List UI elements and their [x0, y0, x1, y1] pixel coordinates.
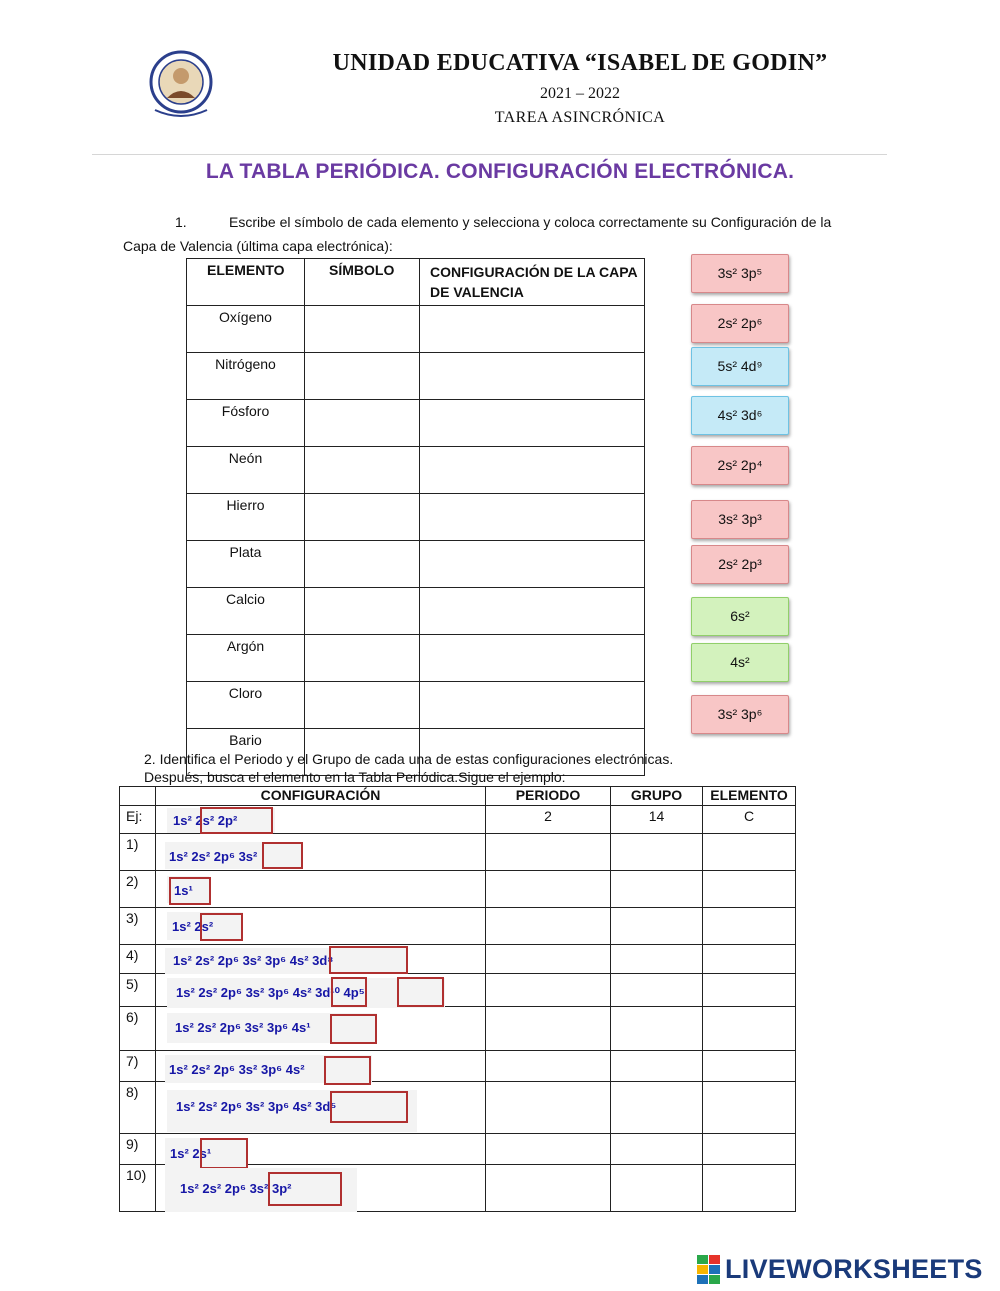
option-chip[interactable]: 2s² 2p⁴ — [691, 446, 789, 485]
element-name: Nitrógeno — [187, 353, 305, 400]
option-chip[interactable]: 5s² 4d⁹ — [691, 347, 789, 386]
grupo-input[interactable] — [611, 1082, 703, 1134]
periodo-input[interactable] — [486, 1007, 611, 1051]
symbol-input[interactable] — [305, 588, 420, 635]
row-number: 3) — [120, 908, 156, 945]
page-title: LA TABLA PERIÓDICA. CONFIGURACIÓN ELECTRÓNICA. — [205, 160, 795, 183]
elemento-input[interactable] — [703, 1007, 796, 1051]
elemento-input[interactable] — [703, 1051, 796, 1082]
config-text: 1s² 2s² 2p² — [173, 813, 238, 828]
row-number: Ej: — [120, 806, 156, 834]
header-elemento: ELEMENTO — [187, 259, 305, 306]
header-configuracion: CONFIGURACIÓN DE LA CAPA DE VALENCIA — [420, 259, 645, 306]
highlight-box — [262, 842, 303, 869]
element-name: Oxígeno — [187, 306, 305, 353]
header-grupo: GRUPO — [611, 787, 703, 806]
grupo-input[interactable] — [611, 1134, 703, 1165]
option-chip[interactable]: 2s² 2p⁶ — [691, 304, 789, 343]
question-1-number: 1. — [175, 214, 187, 230]
elemento-input[interactable] — [703, 834, 796, 871]
config-text: 1s² 2s² 2p⁶ 3s² 3p⁶ 4s¹ — [175, 1020, 311, 1035]
symbol-input[interactable] — [305, 682, 420, 729]
config-drop-zone[interactable] — [420, 494, 645, 541]
grupo-input[interactable] — [611, 974, 703, 1007]
school-logo — [145, 48, 217, 120]
option-chip[interactable]: 3s² 3p⁶ — [691, 695, 789, 734]
grupo-input[interactable] — [611, 1051, 703, 1082]
config-drop-zone[interactable] — [420, 353, 645, 400]
header-configuracion: CONFIGURACIÓN — [156, 787, 486, 806]
header-periodo: PERIODO — [486, 787, 611, 806]
school-name: UNIDAD EDUCATIVA “ISABEL DE GODIN” — [332, 50, 828, 76]
elemento-input[interactable] — [703, 1082, 796, 1134]
elemento-input[interactable] — [703, 1165, 796, 1212]
question-2-text-cont: Después, busca el elemento en la Tabla Periódica.Sigue el ejemplo: — [144, 769, 566, 785]
highlight-box — [329, 946, 408, 974]
option-chip[interactable]: 2s² 2p³ — [691, 545, 789, 584]
header-simbolo: SÍMBOLO — [305, 259, 420, 306]
header-elemento: ELEMENTO — [703, 787, 796, 806]
liveworksheets-brand: LIVEWORKSHEETS — [725, 1254, 983, 1284]
symbol-input[interactable] — [305, 306, 420, 353]
periodo-input[interactable] — [486, 1134, 611, 1165]
periodo-input[interactable] — [486, 945, 611, 974]
periodo-input[interactable] — [486, 908, 611, 945]
grupo-input[interactable] — [611, 1007, 703, 1051]
config-text: 1s² 2s² — [172, 919, 214, 934]
row-number: 4) — [120, 945, 156, 974]
symbol-input[interactable] — [305, 447, 420, 494]
divider — [92, 154, 887, 155]
element-name: Neón — [187, 447, 305, 494]
config-text: 1s² 2s² 2p⁶ 3s² 3p⁶ 4s² — [169, 1062, 305, 1077]
config-drop-zone[interactable] — [420, 447, 645, 494]
element-name: Plata — [187, 541, 305, 588]
question-1-text-cont: Capa de Valencia (última capa electrónica): — [123, 238, 393, 254]
row-number: 10) — [120, 1165, 156, 1212]
grupo-value: 14 — [611, 806, 703, 834]
row-number: 1) — [120, 834, 156, 871]
config-drop-zone[interactable] — [420, 635, 645, 682]
config-text: 1s² 2s² 2p⁶ 3s² 3p² — [180, 1181, 292, 1196]
symbol-input[interactable] — [305, 635, 420, 682]
task-type: TAREA ASINCRÓNICA — [494, 109, 666, 126]
elemento-input[interactable] — [703, 1134, 796, 1165]
row-number: 5) — [120, 974, 156, 1007]
periodo-input[interactable] — [486, 834, 611, 871]
row-number: 6) — [120, 1007, 156, 1051]
config-text: 1s² 2s¹ — [170, 1146, 212, 1161]
elemento-input[interactable] — [703, 945, 796, 974]
row-number: 8) — [120, 1082, 156, 1134]
periodo-input[interactable] — [486, 1051, 611, 1082]
elemento-input[interactable] — [703, 908, 796, 945]
highlight-box — [330, 1091, 408, 1123]
elemento-input[interactable] — [703, 974, 796, 1007]
highlight-box — [200, 807, 273, 834]
grupo-input[interactable] — [611, 1165, 703, 1212]
config-drop-zone[interactable] — [420, 400, 645, 447]
school-year: 2021 – 2022 — [540, 85, 620, 102]
highlight-box — [200, 1138, 248, 1169]
symbol-input[interactable] — [305, 541, 420, 588]
config-text: 1s¹ — [174, 883, 193, 898]
option-chip[interactable]: 4s² — [691, 643, 789, 682]
highlight-box — [200, 913, 243, 941]
elemento-input[interactable] — [703, 871, 796, 908]
highlight-box — [268, 1172, 342, 1206]
config-drop-zone[interactable] — [420, 541, 645, 588]
element-name: Hierro — [187, 494, 305, 541]
elemento-value: C — [703, 806, 796, 834]
row-number: 2) — [120, 871, 156, 908]
grupo-input[interactable] — [611, 945, 703, 974]
config-drop-zone[interactable] — [420, 682, 645, 729]
row-number: 7) — [120, 1051, 156, 1082]
element-name: Argón — [187, 635, 305, 682]
question-1-text: Escribe el símbolo de cada elemento y selecciona y coloca correctamente su Configuración de la — [229, 214, 832, 230]
periodo-input[interactable] — [486, 974, 611, 1007]
periodo-input[interactable] — [486, 1082, 611, 1134]
option-chip[interactable]: 4s² 3d⁶ — [691, 396, 789, 435]
option-chip[interactable]: 3s² 3p⁵ — [691, 254, 789, 293]
periodo-input[interactable] — [486, 1165, 611, 1212]
highlight-box — [397, 977, 444, 1007]
option-chip[interactable]: 3s² 3p³ — [691, 500, 789, 539]
config-text: 1s² 2s² 2p⁶ 3s² 3p⁶ 4s² 3d¹⁰ 4p⁵ — [176, 985, 365, 1000]
grupo-input[interactable] — [611, 871, 703, 908]
config-text: 1s² 2s² 2p⁶ 3s² — [169, 849, 258, 864]
periodo-input[interactable] — [486, 871, 611, 908]
config-drop-zone[interactable] — [420, 306, 645, 353]
element-name: Bario — [187, 729, 305, 776]
question-2-text: 2. Identifica el Periodo y el Grupo de cada una de estas configuraciones electrónicas. — [144, 751, 674, 767]
periodo-value: 2 — [486, 806, 611, 834]
option-chip[interactable]: 6s² — [691, 597, 789, 636]
symbol-input[interactable] — [305, 494, 420, 541]
element-name: Fósforo — [187, 400, 305, 447]
liveworksheets-logo-icon — [697, 1255, 721, 1285]
highlight-box — [169, 877, 211, 905]
element-name: Calcio — [187, 588, 305, 635]
element-name: Cloro — [187, 682, 305, 729]
grupo-input[interactable] — [611, 908, 703, 945]
config-drop-zone[interactable] — [420, 588, 645, 635]
symbol-input[interactable] — [305, 353, 420, 400]
header-blank — [120, 787, 156, 806]
config-text: 1s² 2s² 2p⁶ 3s² 3p⁶ 4s² 3d⁸ — [173, 953, 334, 968]
row-number: 9) — [120, 1134, 156, 1165]
highlight-box — [324, 1056, 371, 1085]
highlight-box — [331, 977, 367, 1007]
config-text: 1s² 2s² 2p⁶ 3s² 3p⁶ 4s² 3d⁵ — [176, 1099, 337, 1114]
element-table — [186, 258, 645, 776]
grupo-input[interactable] — [611, 834, 703, 871]
highlight-box — [330, 1014, 377, 1044]
symbol-input[interactable] — [305, 400, 420, 447]
